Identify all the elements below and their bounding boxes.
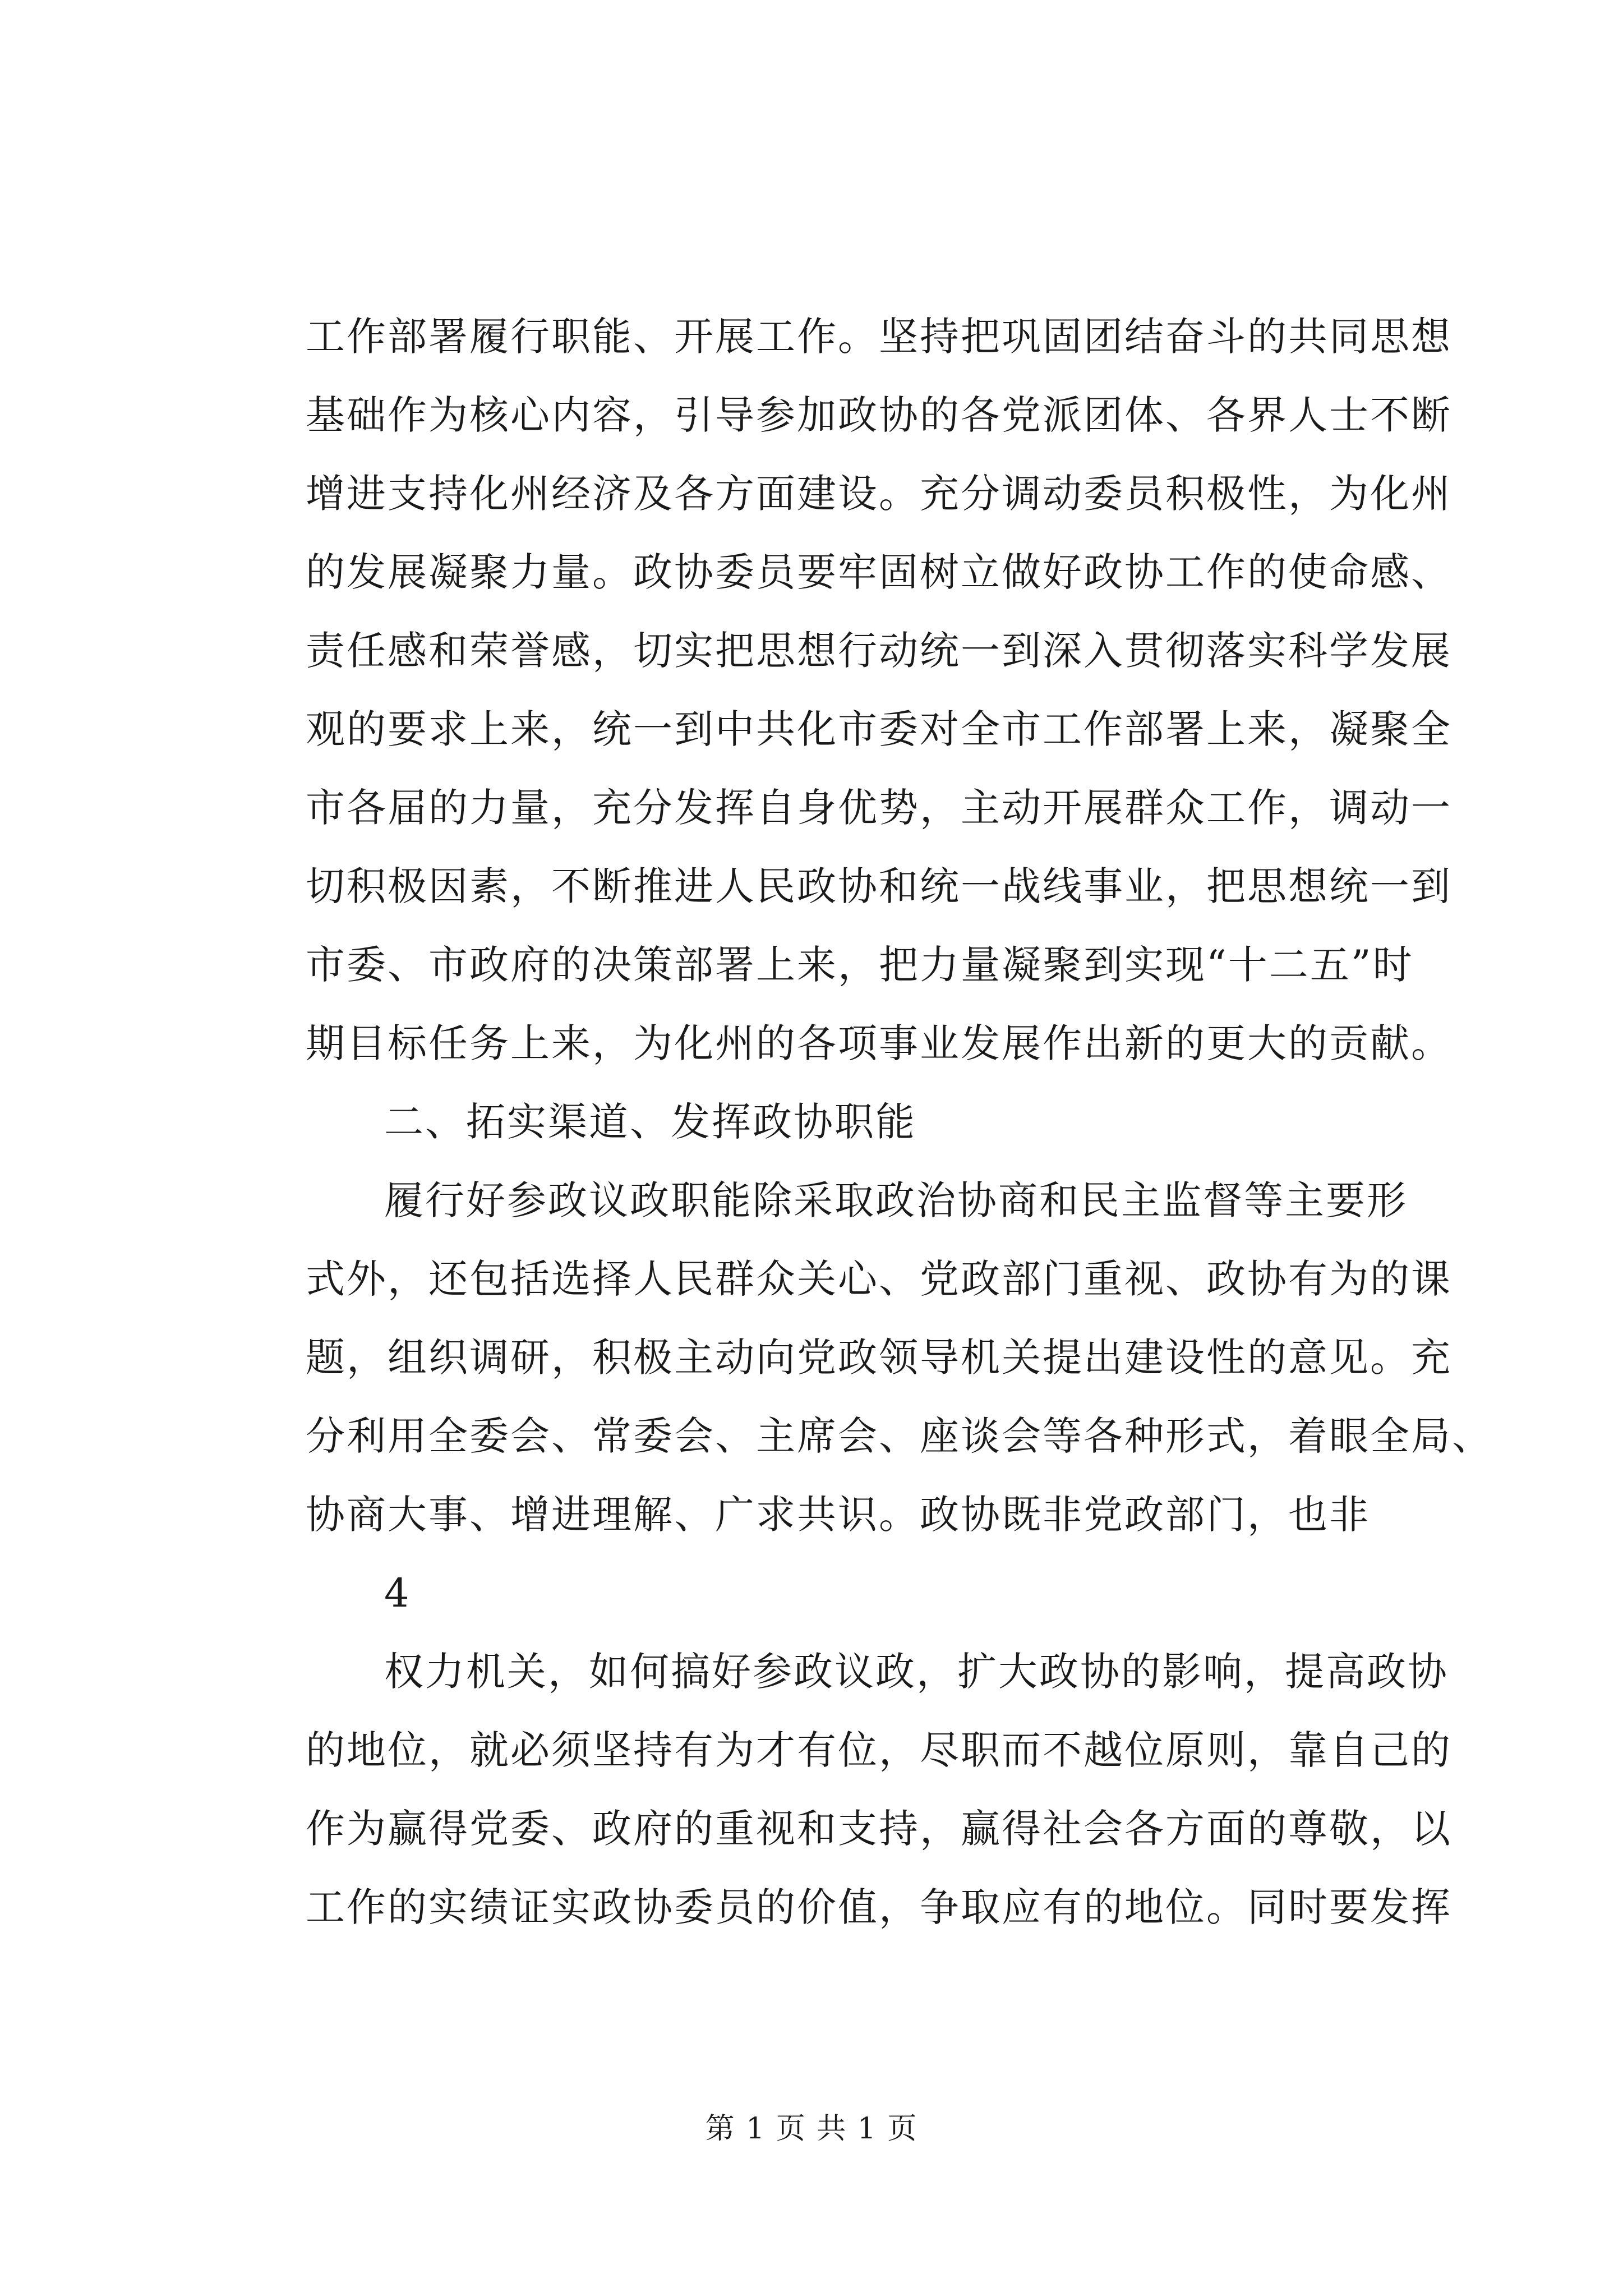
inline-page-number: 4 xyxy=(384,1570,411,1616)
text-line: 的发展凝聚力量。政协委员要牢固树立做好政协工作的使命感、 xyxy=(306,549,1452,595)
text-line: 责任感和荣誉感，切实把思想行动统一到深入贯彻落实科学发展 xyxy=(306,628,1452,674)
section-heading: 二、拓实渠道、发挥政协职能 xyxy=(384,1099,916,1145)
page-footer: 第 1 页 共 1 页 xyxy=(705,2112,918,2146)
text-line: 履行好参政议政职能除采取政治协商和民主监督等主要形 xyxy=(384,1177,1408,1223)
text-line: 增进支持化州经济及各方面建设。充分调动委员积极性，为化州 xyxy=(306,471,1452,517)
document-body xyxy=(306,297,1493,1947)
text-line: 工作部署履行职能、开展工作。坚持把巩固团结奋斗的共同思想 xyxy=(306,314,1452,360)
text-line: 观的要求上来，统一到中共化市委对全市工作部署上来，凝聚全 xyxy=(306,706,1452,752)
text-line: 分利用全委会、常委会、主席会、座谈会等各种形式，着眼全局、 xyxy=(306,1413,1493,1459)
text-line: 市各届的力量，充分发挥自身优势，主动开展群众工作，调动一 xyxy=(306,785,1452,831)
text-line: 式外，还包括选择人民群众关心、党政部门重视、政协有为的课 xyxy=(306,1256,1452,1302)
text-line: 工作的实绩证实政协委员的价值，争取应有的地位。同时要发挥 xyxy=(306,1884,1452,1930)
text-line: 市委、市政府的决策部署上来，把力量凝聚到实现“十二五”时 xyxy=(306,942,1414,988)
text-line: 题，组织调研，积极主动向党政领导机关提出建设性的意见。充 xyxy=(306,1335,1452,1381)
text-line: 基础作为核心内容，引导参加政协的各党派团体、各界人士不断 xyxy=(306,392,1452,438)
text-line: 协商大事、增进理解、广求共识。政协既非党政部门，也非 xyxy=(306,1492,1370,1538)
text-line: 期目标任务上来，为化州的各项事业发展作出新的更大的贡献。 xyxy=(306,1020,1452,1066)
text-line: 切积极因素，不断推进人民政协和统一战线事业，把思想统一到 xyxy=(306,863,1452,909)
text-line: 权力机关，如何搞好参政议政，扩大政协的影响，提高政协 xyxy=(384,1649,1449,1695)
text-line: 的地位，就必须坚持有为才有位，尽职而不越位原则，靠自己的 xyxy=(306,1727,1452,1773)
text-line: 作为赢得党委、政府的重视和支持，赢得社会各方面的尊敬，以 xyxy=(306,1806,1452,1852)
